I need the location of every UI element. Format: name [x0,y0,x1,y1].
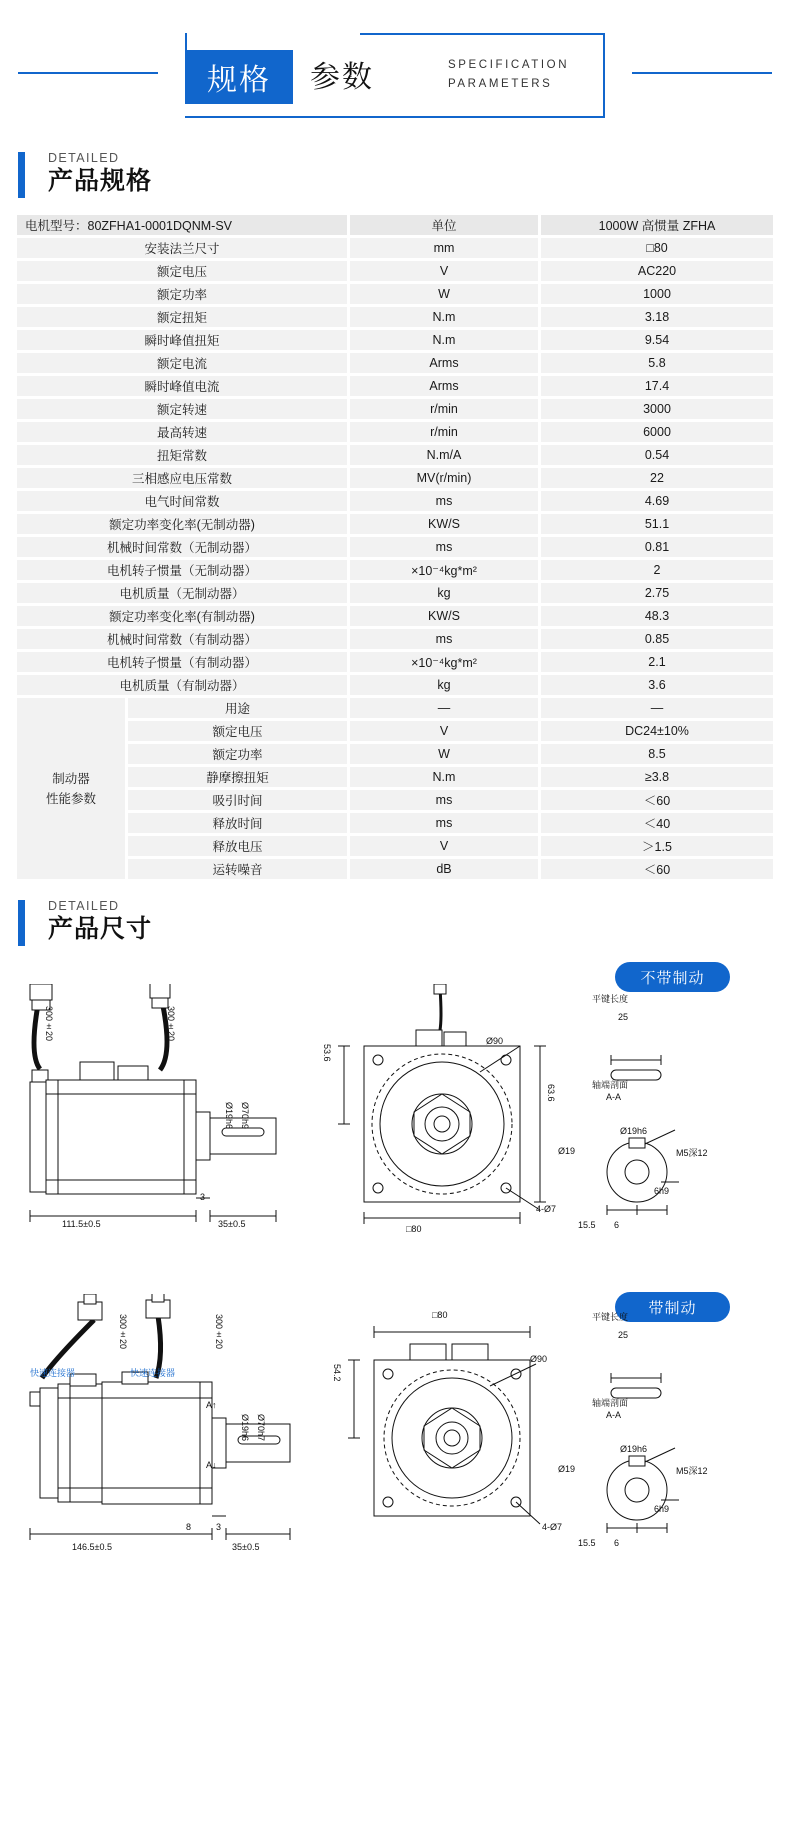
cell-value: 0.54 [541,445,773,465]
label-cable-len-2-brake: 300±20 [214,1314,224,1350]
cell-unit: N.m [350,330,538,350]
cell-unit: KW/S [350,606,538,626]
drawing-no-brake [0,954,790,1274]
cell-unit: MV(r/min) [350,468,538,488]
cell-unit: V [350,836,538,856]
label-shaft-dia-no-brake: Ø19h6 [224,1102,234,1130]
table-row [17,445,773,465]
banner-title-cn-1: 规格 [185,50,293,104]
cell-unit: Arms [350,353,538,373]
section-heading-en: DETAILED [48,151,120,165]
cell-unit: mm [350,238,538,258]
cell-param-name: 电机转子惯量（无制动器） [17,560,347,580]
label-sec-d19h6-no-brake: Ø19h6 [620,1126,648,1136]
cell-unit: N.m [350,767,538,787]
cell-value: 0.85 [541,629,773,649]
cell-param-name: 电机转子惯量（有制动器） [17,652,347,672]
cell-param-name: 电气时间常数 [17,491,347,511]
cell-param-name: 额定功率变化率(无制动器) [17,514,347,534]
banner-rule-right [632,72,772,74]
table-row [17,514,773,534]
label-key-len-no-brake: 25 [618,1012,629,1022]
label-shaft-dia-brake: Ø19h6 [240,1414,250,1442]
cell-unit: W [350,284,538,304]
table-row [17,583,773,603]
cell-unit: ms [350,537,538,557]
key-section-no-brake-svg [575,1034,735,1264]
cell-param-name: 三相感应电压常数 [17,468,347,488]
cell-brake-group-label: 制动器 性能参数 [17,698,125,879]
cell-param-name: 机械时间常数（有制动器） [17,629,347,649]
cell-param-name: 最高转速 [17,422,347,442]
table-row [17,859,773,879]
badge-no-brake: 不带制动 [615,962,730,992]
section-accent-bar-2 [18,900,25,946]
label-front-h1-brake: 54.2 [332,1364,342,1382]
cell-unit: Arms [350,376,538,396]
label-body-dia-brake: Ø70h7 [256,1414,266,1442]
label-front-dia-no-brake: Ø90 [486,1036,504,1046]
table-row [17,353,773,373]
spec-table-wrapper [0,202,790,882]
cell-unit: KW/S [350,514,538,534]
label-sec-d19-brake: Ø19 [558,1464,576,1474]
cell-unit: ms [350,491,538,511]
label-key-title-no-brake: 平键长度 [592,994,629,1004]
table-row [17,491,773,511]
table-row [17,422,773,442]
table-row [17,560,773,580]
cell-param-name: 电机质量（有制动器） [17,675,347,695]
cell-param-name: 额定电流 [17,353,347,373]
label-cable-len-1-brake: 300±20 [118,1314,128,1350]
banner-title-en [448,56,569,94]
section-heading-cn-2: 产品尺寸 [48,915,153,943]
cell-param-name: 扭矩常数 [17,445,347,465]
cell-value: □80 [541,238,773,258]
table-row [17,836,773,856]
cell-param-name: 瞬时峰值电流 [17,376,347,396]
label-front-h2-no-brake: 63.6 [546,1084,556,1102]
label-sec-aa-brake: A-A [606,1410,622,1420]
cell-param-name: 电机质量（无制动器） [17,583,347,603]
cell-unit: dB [350,859,538,879]
table-row [17,813,773,833]
drawing-with-brake [0,1274,790,1594]
table-header-model: 电机型号：80ZFHA1-0001DQNM-SV [17,215,347,235]
cell-param-name: 额定功率 [128,744,347,764]
cell-value: 22 [541,468,773,488]
cell-value: 2.75 [541,583,773,603]
cell-value: 8.5 [541,744,773,764]
cell-param-name: 释放时间 [128,813,347,833]
cell-unit: r/min [350,399,538,419]
label-sec-d19h6-brake: Ø19h6 [620,1444,648,1454]
label-small-3-brake: 3 [216,1522,222,1532]
label-sec-mark-a2: A↓ [206,1460,217,1470]
banner-frame-top [360,33,605,35]
cell-param-name: 瞬时峰值扭矩 [17,330,347,350]
page-banner [0,0,790,150]
label-front-holes-brake: 4-Ø7 [542,1522,563,1532]
dimension-drawings [0,950,790,1604]
table-header-row [17,215,773,235]
cell-unit: ms [350,790,538,810]
cell-unit: W [350,744,538,764]
cell-value: 3000 [541,399,773,419]
label-small-8-brake: 8 [186,1522,192,1532]
cell-value: 3.18 [541,307,773,327]
table-header-unit: 单位 [350,215,538,235]
label-sec-15-no-brake: 15.5 [578,1220,596,1230]
cell-unit: ×10⁻⁴kg*m² [350,652,538,672]
table-row [17,399,773,419]
label-sec-aa-no-brake: A-A [606,1092,622,1102]
table-row [17,468,773,488]
section-heading-specs [18,150,790,196]
table-row [17,629,773,649]
cell-unit: V [350,721,538,741]
cell-value: ＜60 [541,859,773,879]
cell-unit: N.m/A [350,445,538,465]
banner-rule-left [18,72,158,74]
table-header-value: 1000W 高惯量 ZFHA [541,215,773,235]
table-row [17,261,773,281]
label-connector-2: 快速连接器 [130,1368,176,1378]
section-accent-bar [18,152,25,198]
cell-value: 17.4 [541,376,773,396]
label-sec-6-no-brake: 6 [614,1220,620,1230]
banner-title-cn-2: 参数 [310,61,374,94]
cell-value: 2.1 [541,652,773,672]
cell-param-name: 额定电压 [128,721,347,741]
cell-value: 3.6 [541,675,773,695]
label-body-dia-no-brake: Ø70h9 [240,1102,250,1130]
cell-value: 2 [541,560,773,580]
table-row [17,606,773,626]
cell-unit: kg [350,583,538,603]
key-section-with-brake-svg [575,1352,735,1582]
label-sec-title-no-brake: 轴端剖面 [592,1080,629,1090]
table-row [17,330,773,350]
label-length-body-brake: 146.5±0.5 [72,1542,112,1552]
label-sec-m5-no-brake: M5深12 [676,1148,708,1158]
cell-value: ＜40 [541,813,773,833]
table-row [17,744,773,764]
label-sec-m5-brake: M5深12 [676,1466,708,1476]
label-sec-6h9-no-brake: 6h9 [654,1186,670,1196]
cell-value: AC220 [541,261,773,281]
label-key-title-brake: 平键长度 [592,1312,629,1322]
cell-param-name: 用途 [128,698,347,718]
label-sec-title-brake: 轴端剖面 [592,1398,629,1408]
cell-value: — [541,698,773,718]
cell-unit: r/min [350,422,538,442]
cell-value: 51.1 [541,514,773,534]
label-sec-6-brake: 6 [614,1538,620,1548]
cell-param-name: 额定转速 [17,399,347,419]
cell-unit: ms [350,629,538,649]
table-row [17,790,773,810]
cell-value: 5.8 [541,353,773,373]
side-view-with-brake-svg [10,1294,360,1594]
label-length-shaft-no-brake: 35±0.5 [218,1219,246,1229]
cell-unit: V [350,261,538,281]
table-row [17,537,773,557]
cell-value: 1000 [541,284,773,304]
cell-value: 9.54 [541,330,773,350]
table-row [17,284,773,304]
cell-value: 0.81 [541,537,773,557]
cell-unit: — [350,698,538,718]
table-row [17,675,773,695]
label-front-h1-no-brake: 53.6 [322,1044,332,1062]
label-length-shaft-brake: 35±0.5 [232,1542,260,1552]
banner-title-en-line1: SPECIFICATION [448,59,570,71]
table-row [17,767,773,787]
label-connector-1: 快速连接器 [30,1368,76,1378]
cell-value: 6000 [541,422,773,442]
badge-with-brake: 带制动 [615,1292,730,1322]
cell-value: 48.3 [541,606,773,626]
cell-param-name: 安装法兰尺寸 [17,238,347,258]
label-sec-mark-a1: A↑ [206,1400,217,1410]
cell-param-name: 额定功率变化率(有制动器) [17,606,347,626]
label-sec-6h9-brake: 6h9 [654,1504,670,1514]
cell-unit: ms [350,813,538,833]
cell-param-name: 吸引时间 [128,790,347,810]
label-key-len-brake: 25 [618,1330,629,1340]
label-front-square-no-brake: □80 [406,1224,422,1234]
label-cable-len-2: 300±20 [166,1006,176,1042]
front-view-no-brake-svg [330,984,560,1264]
spec-table [14,212,776,882]
label-sec-15-brake: 15.5 [578,1538,596,1548]
label-small-3-no-brake: 3 [200,1192,206,1202]
cell-param-name: 额定电压 [17,261,347,281]
cell-value: DC24±10% [541,721,773,741]
label-front-square-brake: □80 [432,1310,448,1320]
cell-param-name: 机械时间常数（无制动器） [17,537,347,557]
table-row [17,238,773,258]
table-row [17,307,773,327]
cell-param-name: 释放电压 [128,836,347,856]
label-length-body-no-brake: 111.5±0.5 [62,1219,101,1229]
label-cable-len-1: 300±20 [44,1006,54,1042]
banner-title-en-line2: PARAMETERS [448,78,553,90]
label-front-dia-brake: Ø90 [530,1354,548,1364]
section-heading-dimensions [18,898,790,944]
cell-value: ≥3.8 [541,767,773,787]
cell-value: ＞1.5 [541,836,773,856]
table-row [17,652,773,672]
cell-param-name: 静摩擦扭矩 [128,767,347,787]
cell-unit: N.m [350,307,538,327]
cell-param-name: 额定扭矩 [17,307,347,327]
cell-value: 4.69 [541,491,773,511]
side-view-no-brake-svg [10,984,360,1284]
section-heading-cn: 产品规格 [48,167,153,195]
cell-unit: ×10⁻⁴kg*m² [350,560,538,580]
cell-unit: kg [350,675,538,695]
cell-param-name: 运转噪音 [128,859,347,879]
section-heading-en-2: DETAILED [48,899,120,913]
label-front-holes-no-brake: 4-Ø7 [536,1204,557,1214]
table-row [17,698,773,718]
cell-param-name: 额定功率 [17,284,347,304]
table-row [17,376,773,396]
label-sec-d19-no-brake: Ø19 [558,1146,576,1156]
cell-value: ＜60 [541,790,773,810]
table-row [17,721,773,741]
